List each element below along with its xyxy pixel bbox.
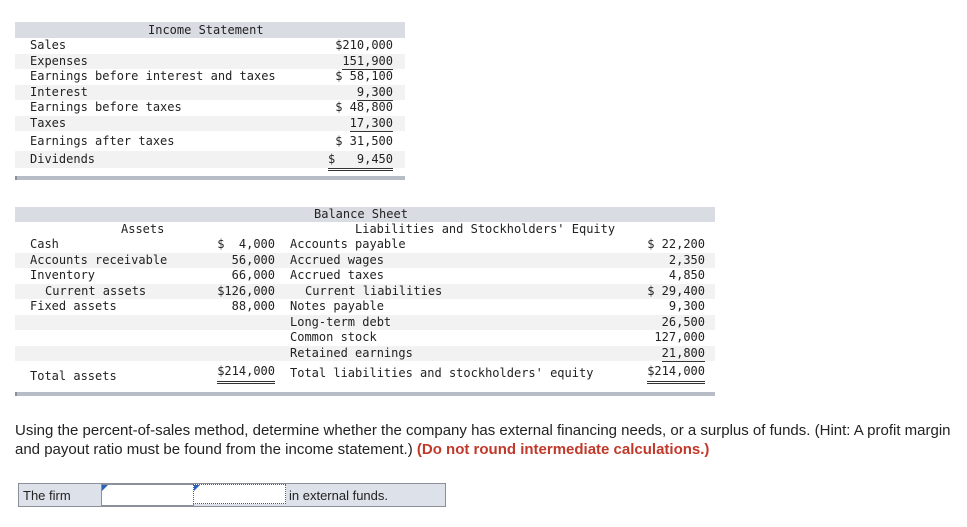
income-row-label: Earnings before taxes	[30, 100, 182, 114]
income-row-value: $ 48,800	[335, 100, 393, 114]
income-row-label: Dividends	[30, 152, 96, 166]
balance-sheet-title: Balance Sheet	[314, 207, 408, 221]
income-row-value: $210,000	[335, 38, 393, 52]
assets-header: Assets	[121, 222, 165, 236]
asset-value: $126,000	[217, 283, 275, 298]
income-row-value: 151,900	[342, 54, 393, 71]
liability-value: 4,850	[669, 268, 705, 285]
balance-row	[15, 361, 715, 386]
balance-sheet-subheader	[15, 222, 715, 237]
liability-label: Accrued wages	[290, 252, 384, 267]
liability-value: 127,000	[654, 330, 705, 344]
income-row-label: Earnings after taxes	[30, 134, 175, 148]
liability-label: Current liabilities	[305, 283, 443, 298]
asset-value: 56,000	[231, 252, 275, 267]
balance-row	[15, 268, 715, 284]
income-statement-header	[15, 22, 405, 38]
balance-row	[15, 253, 715, 269]
income-row-label: Earnings before interest and taxes	[30, 69, 276, 83]
liability-label: Retained earnings	[290, 345, 413, 360]
input-marker-icon	[194, 485, 200, 491]
income-row	[15, 69, 405, 85]
income-row	[15, 54, 405, 70]
table-scrollbar	[15, 176, 405, 180]
income-row-value: 17,300	[350, 116, 393, 133]
balance-sheet-table	[15, 207, 715, 396]
liability-value: 9,300	[668, 299, 705, 313]
liability-label: Notes payable	[290, 299, 384, 313]
income-row-value: $ 58,100	[335, 69, 393, 83]
liability-label: Long-term debt	[290, 314, 392, 329]
liability-value: $214,000	[647, 361, 705, 384]
answer-prefix: The firm	[23, 488, 71, 503]
asset-label: Inventory	[30, 268, 96, 282]
income-row	[15, 85, 405, 101]
liability-value: 2,350	[668, 252, 705, 267]
liability-label: Total liabilities and stockholders' equity	[290, 366, 594, 380]
income-row-label: Expenses	[30, 53, 88, 68]
income-row	[15, 151, 405, 168]
asset-label: Fixed assets	[30, 299, 117, 313]
answer-suffix: in external funds.	[289, 488, 389, 503]
liability-value: 21,800	[662, 346, 705, 363]
asset-label: Cash	[30, 237, 59, 251]
income-row-value: $ 31,500	[335, 131, 393, 154]
question-body: Using the percent-of-sales method, determine whether the company has external financing needs, or a surplus of funds. (Hint: A profit margin and payout ratio must be found from the income statement.)	[15, 422, 951, 458]
asset-value: 66,000	[232, 268, 275, 285]
liability-value: $ 22,200	[647, 237, 705, 251]
asset-label: Total assets	[30, 369, 117, 383]
liability-label: Common stock	[290, 330, 377, 344]
income-row-label: Sales	[30, 38, 67, 52]
cropped-top-text	[0, 0, 967, 4]
income-statement-table	[15, 22, 405, 180]
dropdown-marker-icon	[102, 485, 108, 491]
income-row	[15, 116, 405, 132]
income-row-label: Taxes	[30, 115, 67, 130]
balance-row	[15, 237, 715, 253]
liability-value: 26,500	[661, 314, 705, 329]
asset-value: $214,000	[217, 361, 275, 384]
income-row	[15, 131, 405, 151]
asset-value: $ 4,000	[217, 237, 275, 251]
financing-select[interactable]	[101, 484, 194, 506]
liabilities-header: Liabilities and Stockholders' Equity	[355, 222, 616, 236]
income-row	[15, 38, 405, 54]
balance-row	[15, 284, 715, 300]
balance-sheet-header	[15, 207, 715, 222]
liability-value: $ 29,400	[647, 283, 705, 298]
balance-row	[15, 346, 715, 362]
liability-label: Accounts payable	[290, 237, 406, 251]
question-text	[15, 421, 960, 459]
income-statement-title: Income Statement	[148, 23, 264, 37]
balance-row	[15, 299, 715, 315]
income-row-value: $ 9,450	[328, 151, 393, 171]
question-emphasis: (Do not round intermediate calculations.)	[416, 441, 710, 458]
income-row-label: Interest	[30, 84, 88, 99]
balance-row	[15, 315, 715, 331]
asset-label: Accounts receivable	[30, 252, 168, 267]
balance-row	[15, 330, 715, 346]
table-scrollbar	[15, 392, 715, 396]
answer-row	[18, 483, 446, 507]
income-row	[15, 100, 405, 116]
liability-label: Accrued taxes	[290, 268, 384, 282]
asset-value: 88,000	[232, 299, 275, 316]
asset-label: Current assets	[45, 283, 147, 298]
income-row-value: 9,300	[357, 85, 393, 102]
amount-input[interactable]	[193, 484, 286, 504]
